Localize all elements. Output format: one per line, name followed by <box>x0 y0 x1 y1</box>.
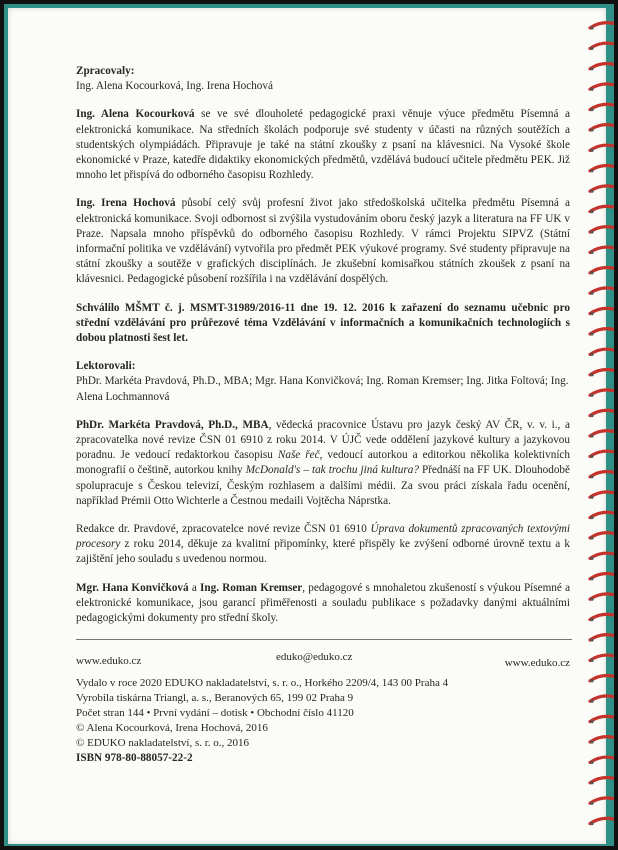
binding-hole <box>590 149 593 152</box>
spiral-coil <box>590 798 616 803</box>
spiral-coil <box>590 288 616 293</box>
spiral-coil <box>590 431 616 436</box>
email-link: eduko@eduko.cz <box>276 651 353 664</box>
binding-hole <box>590 496 593 499</box>
pravdova-text-c: Přednáší na FF UK. Dlouhodobě spolupracuje s Českou televizí, Českým rozhlasem a dalšími médii. Za svou práci získala řadu ocenění, například Prémii Otto Wichterle a Čestnou medaili Vojtěcha Náprstka. <box>76 464 570 507</box>
binding-hole <box>590 700 593 703</box>
hochova-text: působí celý svůj profesní život jako středoškolská učitelka předmětu Písemná a elektronická komunikace. Svoji odbornost si zvýšila vystudováním oboru český jazyk a literatura na FF UK v Praze. Napsala mnoho příspěvků do odborného časopisu Rozhledy. V rámci Projektu SIPVZ (Státní informační politika ve vzdělávání) vytvořila pro předmět PEK výukové programy. Své studenty připravuje na státní zkoušky a soutěže v grafických disciplínách. Je zkušební komisařkou státních zkoušek z psaní na klávesnici. Pedagogické působení rozšířila i na vzdělávání dospělých. <box>76 197 570 286</box>
section-schvaleni <box>76 301 570 347</box>
spiral-coil <box>590 675 616 680</box>
section-pravdova <box>76 418 570 509</box>
binding-hole <box>590 292 593 295</box>
binding-hole <box>590 659 593 662</box>
section-kocourkova <box>76 107 570 183</box>
section-hochova <box>76 196 570 287</box>
binding-hole <box>590 638 593 641</box>
spiral-coil <box>590 186 616 191</box>
spiral-coil <box>590 247 616 252</box>
binding-hole <box>590 88 593 91</box>
pravdova-bio <box>76 418 570 509</box>
spiral-coil <box>590 471 616 476</box>
binding-hole <box>590 271 593 274</box>
spiral-coil <box>590 308 616 313</box>
kocourkova-bio <box>76 107 570 183</box>
spiral-binding <box>588 14 618 844</box>
spiral-coil <box>590 329 616 334</box>
binding-hole <box>590 108 593 111</box>
binding-hole <box>590 516 593 519</box>
web-link-right: www.eduko.cz <box>504 657 570 670</box>
kremser-name: Ing. Roman Kremser <box>200 581 303 594</box>
konvickova-text <box>76 581 570 627</box>
spiral-coil <box>590 125 616 130</box>
schvaleni-text: Schválilo MŠMT č. j. MSMT-31989/2016-11 dne 19. 12. 2016 k zařazení do seznamu učebnic pro střední vzdělávání pro průřezové téma Vzdělávání v informačních a komunikačních technologiích s dobou platnosti šest let. <box>76 301 570 345</box>
binding-hole <box>590 67 593 70</box>
spiral-coil <box>590 696 616 701</box>
binding-hole <box>590 536 593 539</box>
spiral-coil <box>590 492 616 497</box>
binding-hole <box>590 190 593 193</box>
redakce-text <box>76 522 570 568</box>
divider <box>76 639 572 640</box>
spiral-coil <box>590 43 616 48</box>
spiral-coil <box>590 410 616 415</box>
spiral-coil <box>590 614 616 619</box>
binding-hole <box>590 455 593 458</box>
spiral-coil <box>590 533 616 538</box>
redakce-italic: Úprava dokumentů zpracovaných textovými procesory <box>76 523 570 551</box>
binding-hole <box>590 557 593 560</box>
binding-hole <box>590 251 593 254</box>
binding-hole <box>590 618 593 621</box>
spiral-coil <box>590 227 616 232</box>
spiral-coil <box>590 737 616 742</box>
imprint-line-2: Vyrobila tiskárna Triangl, a. s., Beranových 65, 199 02 Praha 9 <box>76 692 354 705</box>
hochova-name: Ing. Irena Hochová <box>76 197 176 210</box>
spiral-coil <box>590 165 616 170</box>
spiral-coil <box>590 553 616 558</box>
binding-hole <box>590 394 593 397</box>
binding-hole <box>590 577 593 580</box>
binding-hole <box>590 332 593 335</box>
section-redakce <box>76 522 570 568</box>
spiral-coil <box>590 573 616 578</box>
spiral-coil <box>590 777 616 782</box>
spiral-coil <box>590 594 616 599</box>
pravdova-name: PhDr. Markéta Pravdová, Ph.D., MBA <box>76 418 269 431</box>
binding-hole <box>590 781 593 784</box>
spiral-coil <box>590 451 616 456</box>
spiral-coil <box>590 206 616 211</box>
binding-hole <box>590 169 593 172</box>
konvickova-joiner: a <box>188 581 201 594</box>
imprint-line-5: © EDUKO nakladatelství, s. r. o., 2016 <box>76 737 250 750</box>
binding-hole <box>590 312 593 315</box>
imprint-block <box>76 676 570 751</box>
spiral-coil <box>590 267 616 272</box>
isbn: ISBN 978-80-88057-22-2 <box>76 752 193 765</box>
binding-hole <box>590 353 593 356</box>
binding-hole <box>590 414 593 417</box>
pravdova-italic-a: Naše řeč <box>277 449 320 462</box>
zpracovaly-names: Ing. Alena Kocourková, Ing. Irena Hochová <box>76 80 273 93</box>
spiral-coil <box>590 145 616 150</box>
binding-hole <box>590 679 593 682</box>
kocourkova-name: Ing. Alena Kocourková <box>76 108 195 121</box>
redakce-text-b: z roku 2014, děkuje za kvalitní připomínky, které přispěly ke zvýšení odborné úrovně textu a k zajištění jeho souladu s uvedenou normou. <box>76 538 570 566</box>
section-lektorovali <box>76 359 570 405</box>
imprint-page-content <box>76 64 570 767</box>
section-konvickova <box>76 581 570 627</box>
binding-hole <box>590 598 593 601</box>
binding-hole <box>590 230 593 233</box>
binding-hole <box>590 47 593 50</box>
binding-hole <box>590 720 593 723</box>
spiral-coil <box>590 512 616 517</box>
binding-hole <box>590 434 593 437</box>
spiral-coil <box>590 84 616 89</box>
lektorovali-names: PhDr. Markéta Pravdová, Ph.D., MBA; Mgr. Hana Konvičková; Ing. Roman Kremser; Ing. Jitka Foltová; Ing. Alena Lochmannová <box>76 375 569 403</box>
imprint-line-1: Vydalo v roce 2020 EDUKO nakladatelství, s. r. o., Horkého 2209/4, 143 00 Praha 4 <box>76 677 449 690</box>
web-link-left: www.eduko.cz <box>76 655 142 668</box>
spiral-coil <box>590 757 616 762</box>
pravdova-italic-b: McDonald's – tak trochu jiná kultura? <box>245 464 419 477</box>
binding-hole <box>590 761 593 764</box>
binding-hole <box>590 802 593 805</box>
binding-hole <box>590 128 593 131</box>
binding-hole <box>590 373 593 376</box>
binding-hole <box>590 210 593 213</box>
imprint-line-4: © Alena Kocourková, Irena Hochová, 2016 <box>76 722 268 735</box>
section-zpracovaly <box>76 64 570 94</box>
spiral-coil <box>590 104 616 109</box>
binding-hole <box>590 740 593 743</box>
konvickova-body: , pedagogové s mnohaletou zkušeností s výukou Písemné a elektronické komunikace, jsou garancí přiměřenosti a souladu publikace s požadavky danými aktuálními pedagogickými dokumenty pro střední školy. <box>76 581 571 625</box>
konvickova-name: Mgr. Hana Konvičková <box>76 581 189 594</box>
hochova-bio <box>76 196 570 287</box>
pravdova-text-b: , vedoucí autorkou a editorkou několika kolektivních monografií o češtině, autorkou knihy <box>76 449 570 477</box>
pravdova-text-a: , vědecká pracovnice Ústavu pro jazyk český AV ČR, v. v. i., a zpracovatelka nové revize ČSN 01 6910 z roku 2014. V ÚJČ vede oddělení jazykové kultury a jazykovou poradnu. Je vedoucí redaktorkou časopisu <box>76 418 570 462</box>
binding-hole <box>590 475 593 478</box>
spiral-coil <box>590 63 616 68</box>
lektorovali-heading: Lektorovali: <box>76 360 136 373</box>
imprint-line-3: Počet stran 144 • První vydání – dotisk • Obchodní číslo 41120 <box>76 707 354 720</box>
binding-hole <box>590 822 593 825</box>
spiral-coil <box>590 716 616 721</box>
spiral-coil <box>590 23 616 28</box>
zpracovaly-heading: Zpracovaly: <box>76 65 135 77</box>
spiral-coil <box>590 655 616 660</box>
redakce-text-a: Redakce dr. Pravdové, zpracovatelce nové revize ČSN 01 6910 <box>76 523 371 536</box>
kocourkova-text: se ve své dlouholeté pedagogické praxi věnuje výuce předmětu Písemná a elektronická komunikace. Na středních školách podporuje své studenty v účasti na různých soutěžích a studentských olympiádách. Připravuje je také na státní zkoušky z psaní na klávesnici. Na Vysoké škole ekonomické v Praze, katedře didaktiky ekonomických předmětů, vzdělává budoucí učitele předmětu PEK. Již mnoho let přispívá do odborného časopisu Rozhledy. <box>76 108 570 182</box>
contacts-row <box>76 648 570 676</box>
spiral-coil <box>590 635 616 640</box>
spiral-coil <box>590 369 616 374</box>
spiral-coil <box>590 390 616 395</box>
spiral-coil <box>590 349 616 354</box>
binding-hole <box>590 26 593 29</box>
spiral-coil <box>590 818 616 823</box>
